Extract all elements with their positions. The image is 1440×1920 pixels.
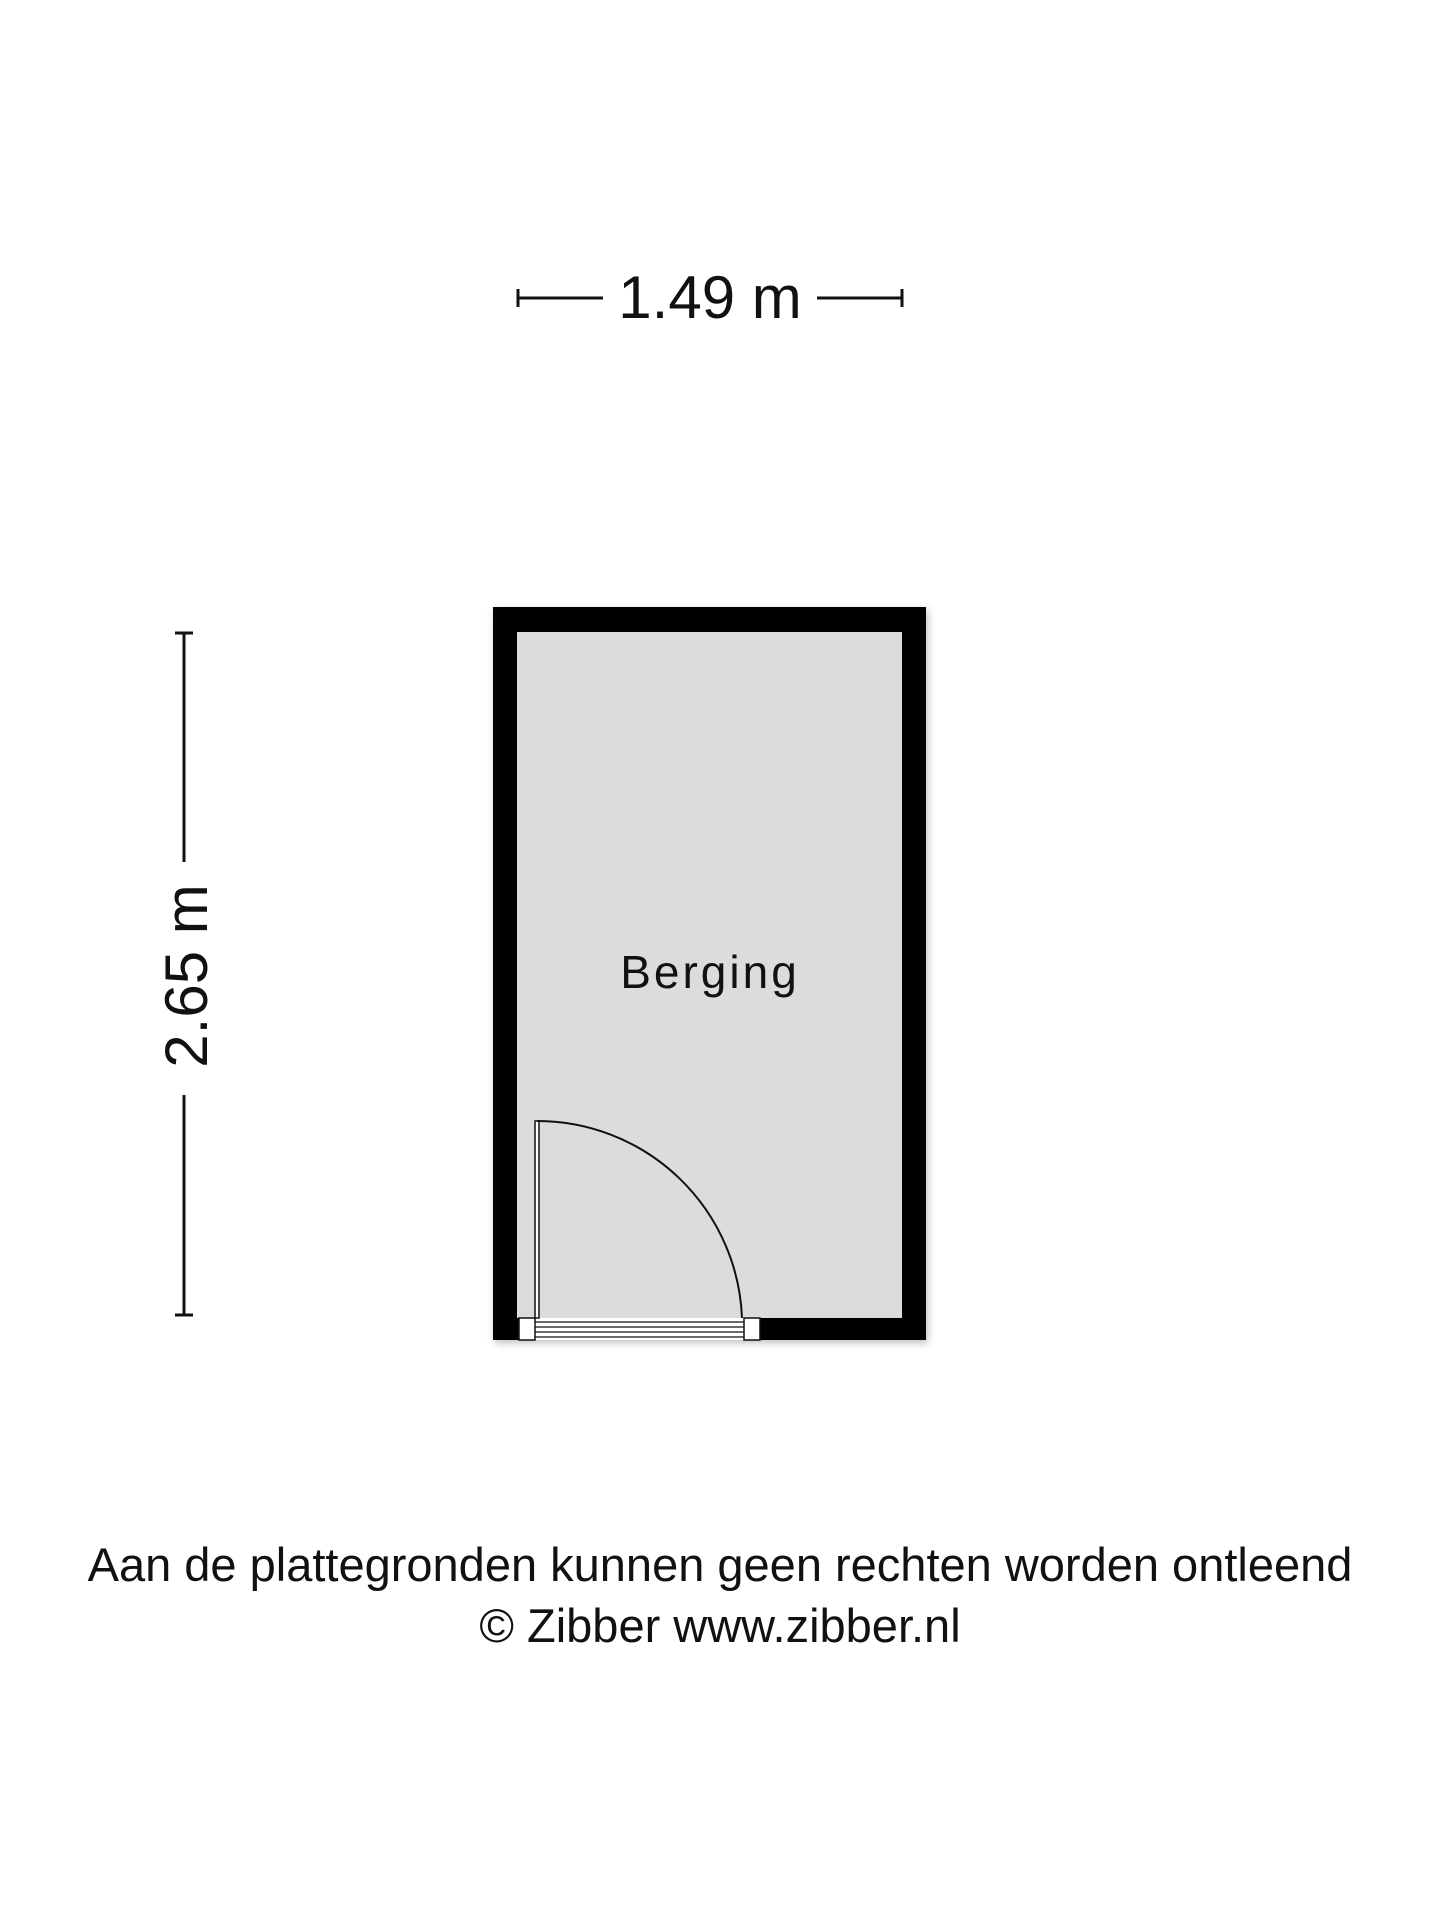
door-leaf	[535, 1121, 539, 1318]
width-dimension	[518, 264, 902, 331]
room-berging	[493, 607, 926, 1340]
width-dimension-label: 1.49 m	[618, 264, 802, 331]
disclaimer-text: Aan de plattegronden kunnen geen rechten worden ontleend	[87, 1538, 1353, 1591]
room-name-label: Berging	[620, 946, 800, 998]
height-dimension	[153, 633, 220, 1315]
door-jamb-right	[744, 1318, 760, 1340]
height-dimension-label: 2.65 m	[153, 884, 220, 1068]
door-jamb-left	[519, 1318, 535, 1340]
copyright-text: © Zibber www.zibber.nl	[479, 1599, 961, 1652]
